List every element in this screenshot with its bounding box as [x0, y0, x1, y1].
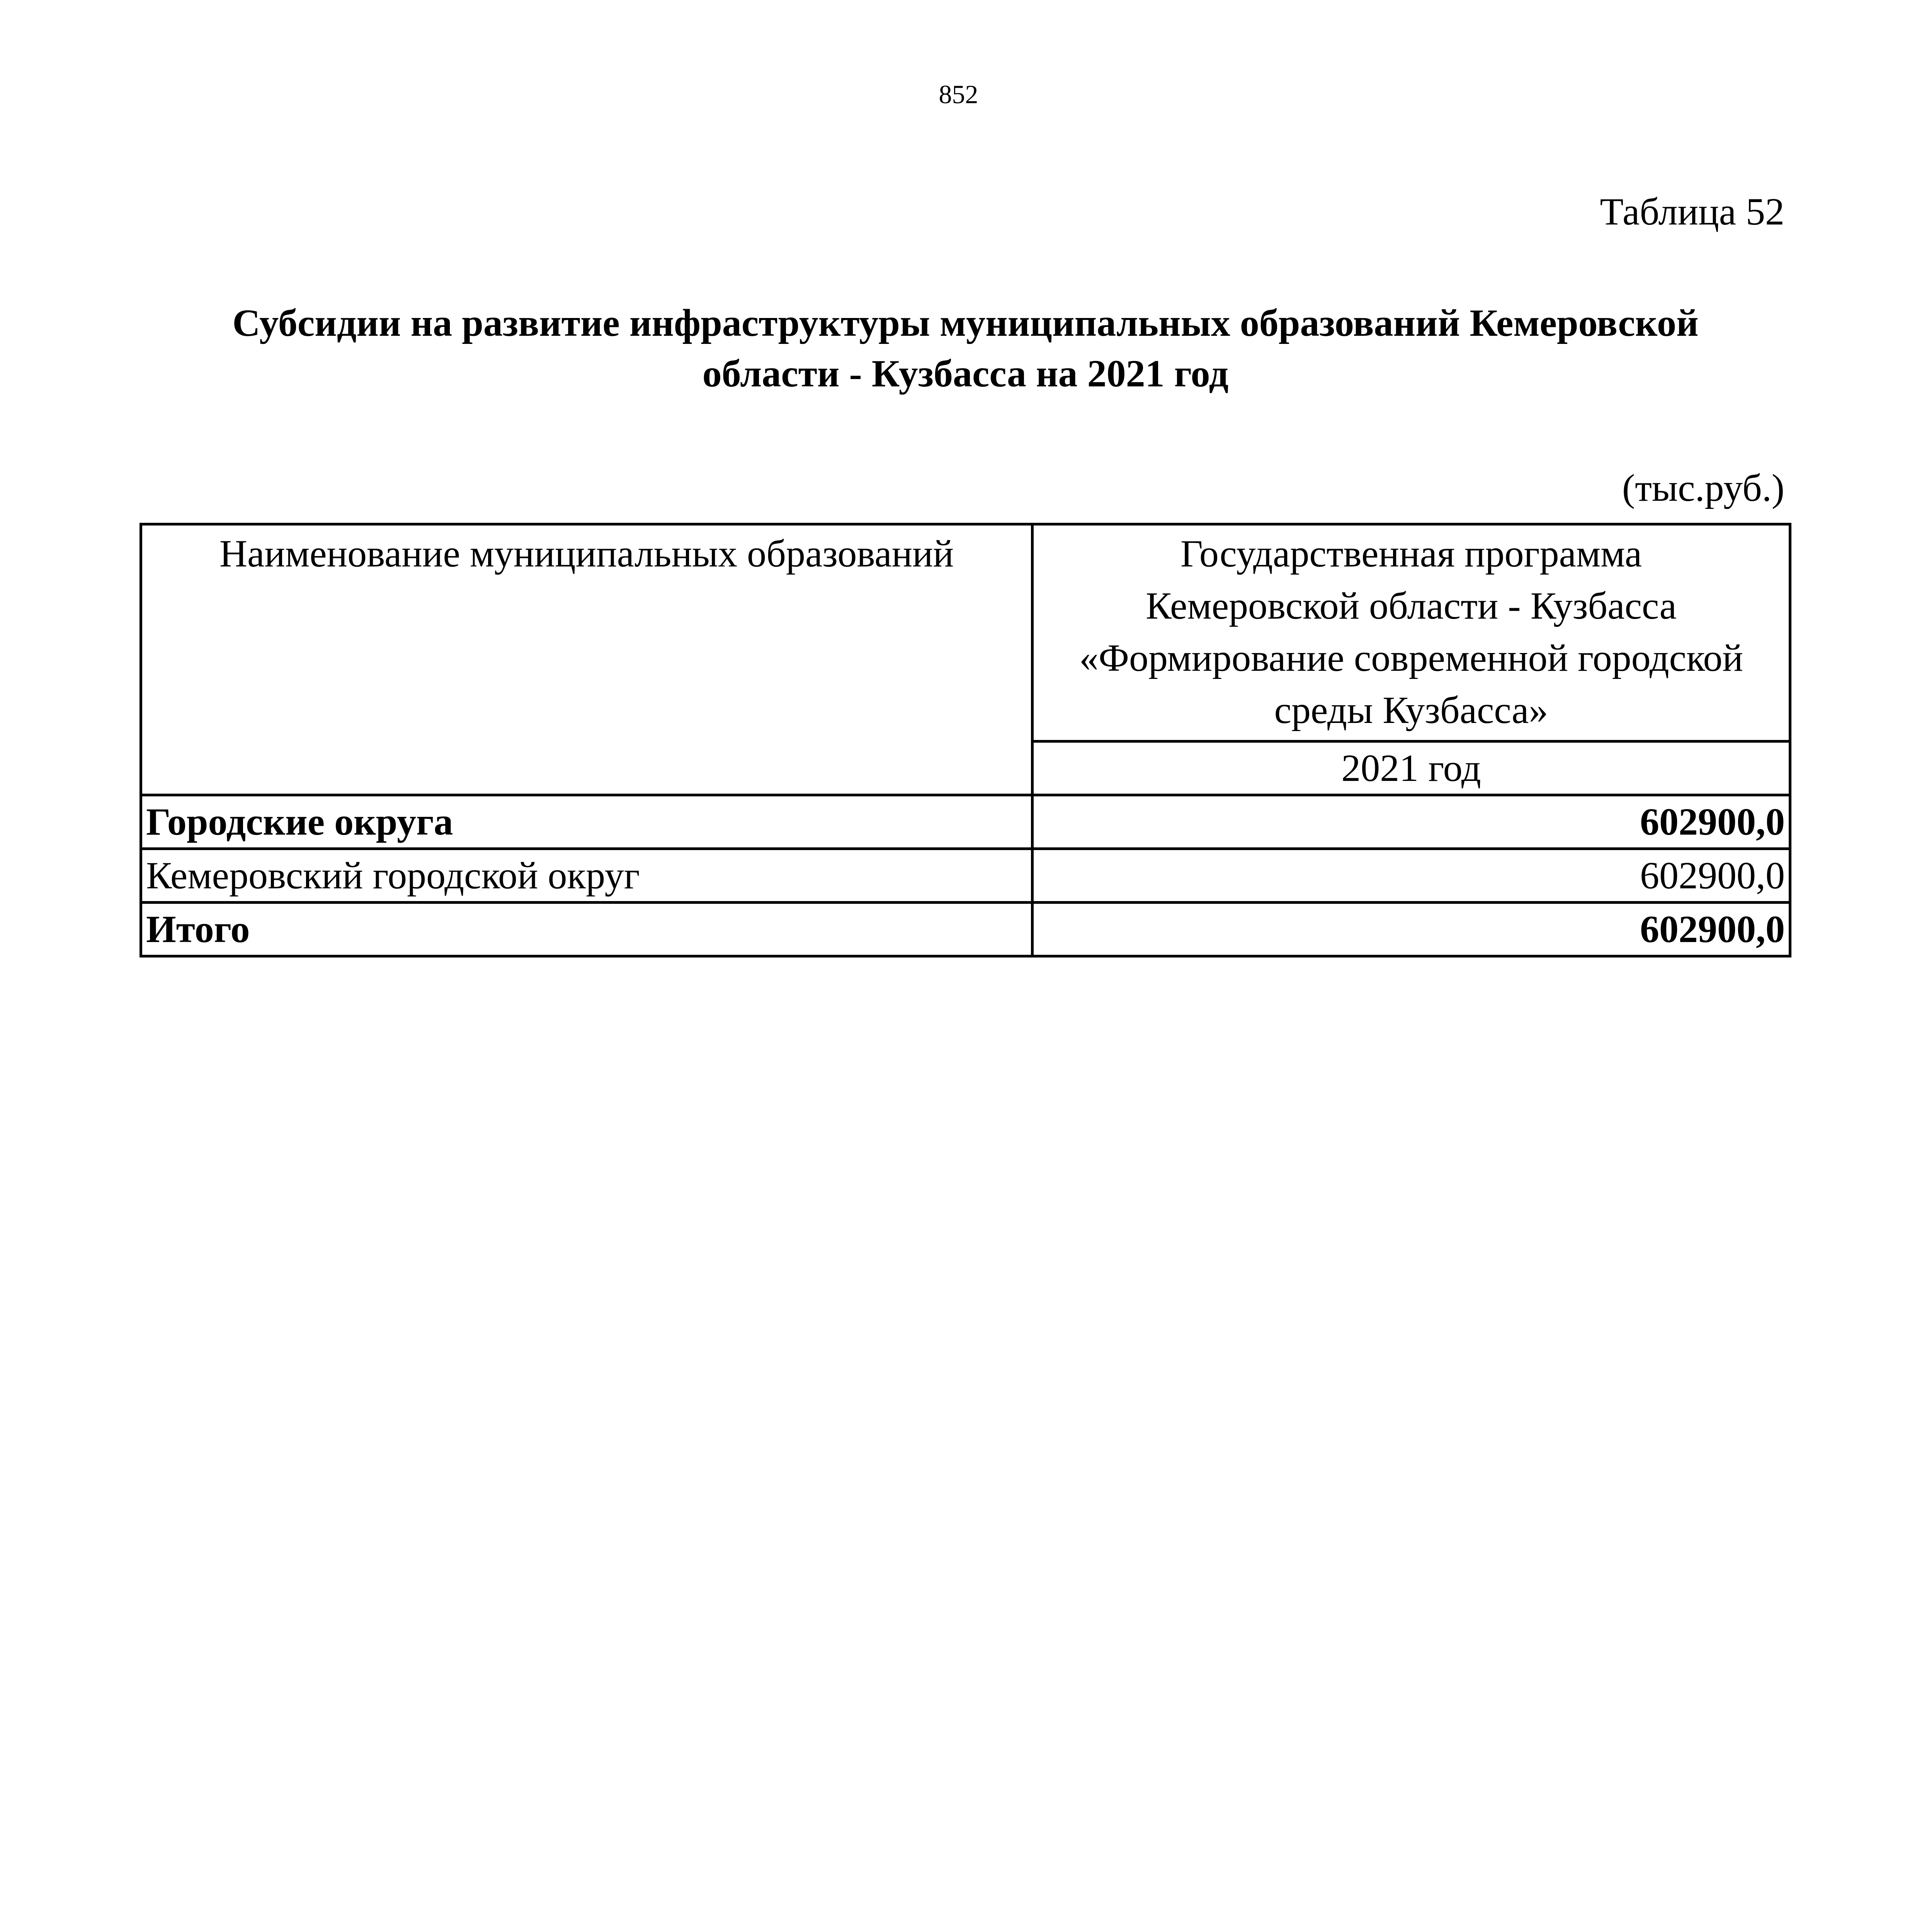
header-municipality: Наименование муниципальных образований	[141, 524, 1032, 795]
table-label: Таблица 52	[1600, 190, 1784, 233]
table-row	[141, 795, 1790, 849]
title-line: Субсидии на развитие инфраструктуры муниципальных образований Кемеровской	[232, 301, 1699, 344]
header-program-line: Государственная программа	[1180, 532, 1642, 575]
table-row-total	[141, 903, 1790, 956]
subsidies-table	[139, 523, 1791, 957]
header-program-line: «Формирование современной городской	[1079, 636, 1744, 679]
header-program-line: среды Кузбасса»	[1274, 689, 1548, 731]
row-name: Итого	[141, 903, 1032, 956]
row-name: Кемеровский городской округ	[141, 849, 1032, 903]
units-label: (тыс.руб.)	[1622, 466, 1784, 509]
header-program	[1032, 524, 1790, 742]
row-value: 602900,0	[1032, 795, 1790, 849]
header-row	[141, 524, 1790, 742]
row-value: 602900,0	[1032, 903, 1790, 956]
header-year: 2021 год	[1032, 742, 1790, 795]
row-name: Городские округа	[141, 795, 1032, 849]
header-program-line: Кемеровской области - Кузбасса	[1146, 584, 1677, 627]
page-number: 852	[939, 80, 978, 109]
table-row	[141, 849, 1790, 903]
row-value: 602900,0	[1032, 849, 1790, 903]
document-title	[139, 298, 1791, 399]
title-line: области - Кузбасса на 2021 год	[702, 352, 1229, 395]
